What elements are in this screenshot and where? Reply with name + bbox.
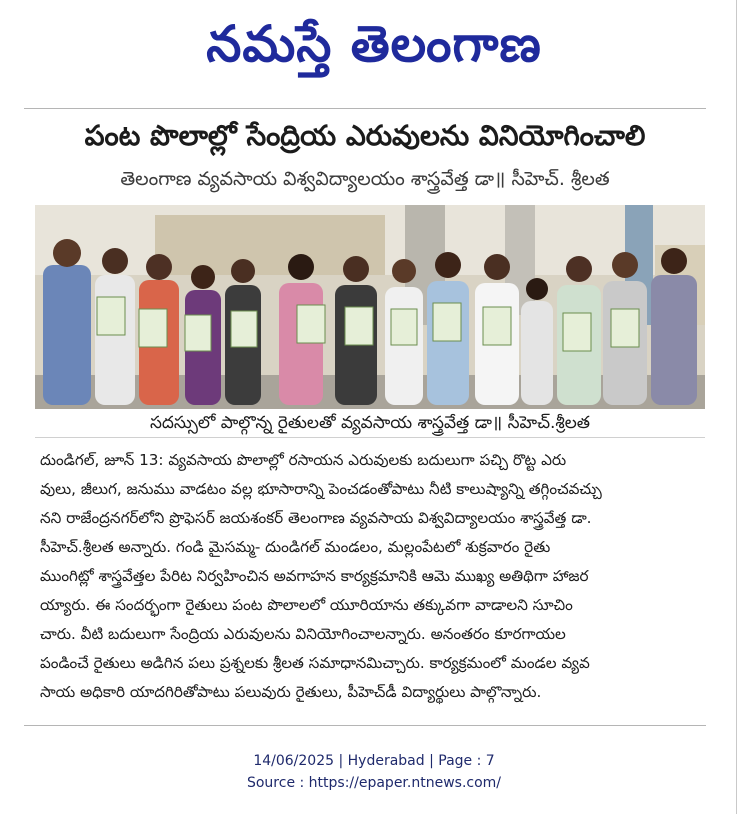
article-body: [40, 446, 704, 707]
top-divider: [24, 108, 706, 109]
body-line: వులు, జీలుగ, జనుము వాడటం వల్ల భూసారాన్ని పెంచడంతోపాటు నీటి కాలుష్యాన్ని తగ్గించవచ్చు: [40, 480, 602, 498]
article-photo: [35, 205, 705, 409]
body-line: ముంగిట్లో శాస్త్రవేత్తల పేరిట నిర్వహించిన అవగాహన కార్యక్రమానికి ఆమె ముఖ్య అతిథిగా హాజర: [40, 567, 589, 585]
article-subhead: తెలంగాణ వ్యవసాయ విశ్వవిద్యాలయం శాస్త్రవేత్త డా॥ సీహెచ్. శ్రీలత: [120, 168, 610, 190]
photo-caption: సదస్సులో పాల్గొన్న రైతులతో వ్యవసాయ శాస్త్రవేత్త డా॥ సీహెచ్.శ్రీలత: [35, 409, 705, 438]
newspaper-logo: నమస్తే తెలంగాణ: [206, 15, 542, 73]
page-edge: [736, 0, 737, 814]
edition-info: 14/06/2025 | Hyderabad | Page : 7: [253, 753, 495, 769]
body-line: సాయ అధికారి యాదగిరితోపాటు పలువురు రైతులు, పీహెచ్‌డీ విద్యార్థులు పాల్గొన్నారు.: [40, 683, 542, 701]
body-line: పండించే రైతులు అడిగిన పలు ప్రశ్నలకు శ్రీలత సమాధానమిచ్చారు. కార్యక్రమంలో మండల వ్యవ: [40, 654, 590, 672]
source-link[interactable]: Source : https://epaper.ntnews.com/: [246, 775, 502, 791]
body-line: సీహెచ్.శ్రీలత అన్నారు. గండి మైసమ్మ- దుండిగల్ మండలం, మల్లంపేటలో శుక్రవారం రైతు: [40, 538, 551, 556]
page-footer: [0, 750, 748, 794]
body-line: దుండిగల్, జూన్ 13: వ్యవసాయ పొలాల్లో రసాయన ఎరువులకు బదులుగా పచ్చి రొట్ట ఎరు: [40, 451, 567, 469]
group-photo-illustration: [35, 205, 705, 409]
body-line: య్యారు. ఈ సందర్భంగా రైతులు పంట పొలాలలో యూరియాను తక్కువగా వాడాలని సూచిం: [40, 596, 573, 614]
article-headline: పంట పొలాల్లో సేంద్రియ ఎరువులను వినియోగించాలి: [84, 119, 646, 152]
bottom-divider: [24, 725, 706, 726]
body-line: నని రాజేంద్రనగర్‌లోని ప్రొఫెసర్ జయశంకర్ తెలంగాణ వ్యవసాయ విశ్వవిద్యాలయం శాస్త్రవేత్త డా.: [40, 509, 592, 527]
body-line: చారు. వీటి బదులుగా సేంద్రియ ఎరువులను వినియోగించాలన్నారు. అనంతరం కూరగాయల: [40, 625, 566, 643]
